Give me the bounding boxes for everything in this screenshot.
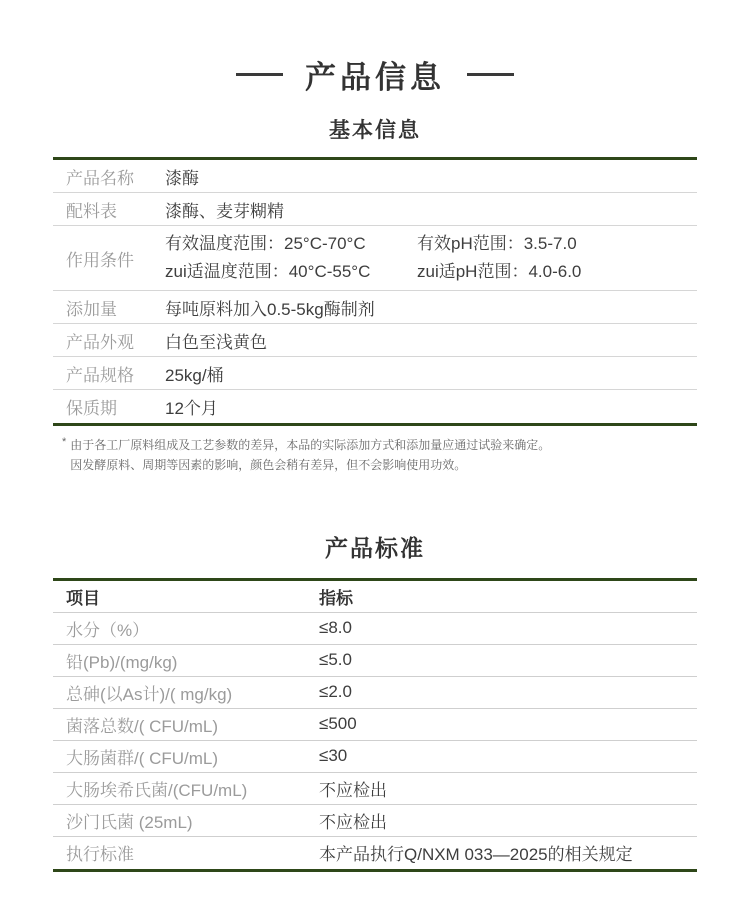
footnote-asterisk: *: [62, 436, 67, 448]
product-info-page: [0, 52, 750, 890]
footnote-line-2: 因发酵原料、周期等因素的影响，颜色会稍有差异，但不会影响使用功效。: [70, 458, 467, 473]
row-indicator: ≤2.0: [319, 682, 352, 702]
table-row-ingredients: [53, 193, 697, 226]
row-value: 白色至浅黄色: [165, 332, 267, 352]
table-row-salmonella: [53, 805, 697, 837]
standards-header-row: [53, 581, 697, 613]
standards-section-title: 产品标准: [325, 534, 425, 561]
column-header-item: 项目: [66, 588, 100, 608]
table-row-coliform: [53, 741, 697, 773]
row-item: 大肠菌群/( CFU/mL): [66, 748, 219, 768]
title-dash-left: [236, 73, 283, 76]
table-row-product-name: [53, 160, 697, 193]
table-row-specification: [53, 357, 697, 390]
table-row-conditions: [53, 226, 697, 291]
footnote-line-1: 由于各工厂原料组成及工艺参数的差异，本品的实际添加方式和添加量应通过试验来确定。: [70, 438, 551, 452]
row-item: 总砷(以As计)/( mg/kg): [66, 684, 233, 704]
row-label: 产品规格: [66, 365, 134, 385]
row-value: 漆酶、麦芽糊精: [165, 201, 284, 221]
effective-ph-range: 有效pH范围：3.5-7.0: [417, 234, 577, 253]
row-label: 作用条件: [66, 250, 134, 270]
table-row-shelf-life: [53, 390, 697, 423]
table-row-appearance: [53, 324, 697, 357]
title-dash-right: [467, 73, 514, 76]
row-label: 产品名称: [66, 168, 134, 188]
standards-table: [53, 578, 697, 872]
table-row-ecoli: [53, 773, 697, 805]
table-row-arsenic: [53, 677, 697, 709]
conditions-grid: [165, 230, 581, 286]
footnote-text: [70, 435, 550, 476]
row-indicator: ≤30: [319, 746, 348, 766]
row-indicator: 不应检出: [319, 780, 387, 800]
row-item: 大肠埃希氏菌/(CFU/mL): [66, 780, 248, 800]
row-item: 铅(Pb)/(mg/kg): [66, 652, 178, 672]
effective-temperature-range: 有效温度范围：25°C-70°C: [165, 234, 366, 253]
row-indicator: 本产品执行Q/NXM 033—2025的相关规定: [319, 845, 633, 865]
table-row-moisture: [53, 613, 697, 645]
row-value: 25kg/桶: [165, 365, 224, 385]
row-value: 漆酶: [165, 168, 199, 188]
bottom-whitespace: [53, 872, 697, 890]
row-indicator: ≤5.0: [319, 650, 352, 670]
row-item: 沙门氏菌 (25mL): [66, 812, 193, 832]
row-label: 产品外观: [66, 332, 134, 352]
table-row-lead: [53, 645, 697, 677]
row-indicator: ≤500: [319, 714, 357, 734]
page-title: 产品信息: [305, 60, 445, 95]
row-label: 保质期: [66, 399, 117, 418]
optimal-ph-range: zui适pH范围：4.0-6.0: [417, 262, 582, 281]
row-item: 菌落总数/( CFU/mL): [66, 716, 219, 736]
optimal-temperature-range: zui适温度范围：40°C-55°C: [165, 262, 371, 281]
column-header-indicator: 指标: [319, 588, 353, 608]
basic-info-table: [53, 157, 697, 426]
footnote: [53, 435, 697, 476]
row-item: 执行标准: [66, 845, 134, 865]
basic-info-section-title: 基本信息: [329, 119, 421, 142]
row-label: 配料表: [66, 201, 117, 221]
table-row-executive-standard: [53, 837, 697, 869]
row-indicator: 不应检出: [319, 812, 387, 832]
table-row-dosage: [53, 291, 697, 324]
table-row-total-bacteria: [53, 709, 697, 741]
row-indicator: ≤8.0: [319, 618, 352, 638]
row-item: 水分（%）: [66, 620, 150, 640]
row-value: 12个月: [165, 399, 218, 418]
row-label: 添加量: [66, 299, 117, 319]
page-title-row: [53, 52, 697, 97]
row-value: 每吨原料加入0.5-5kg酶制剂: [165, 299, 375, 319]
